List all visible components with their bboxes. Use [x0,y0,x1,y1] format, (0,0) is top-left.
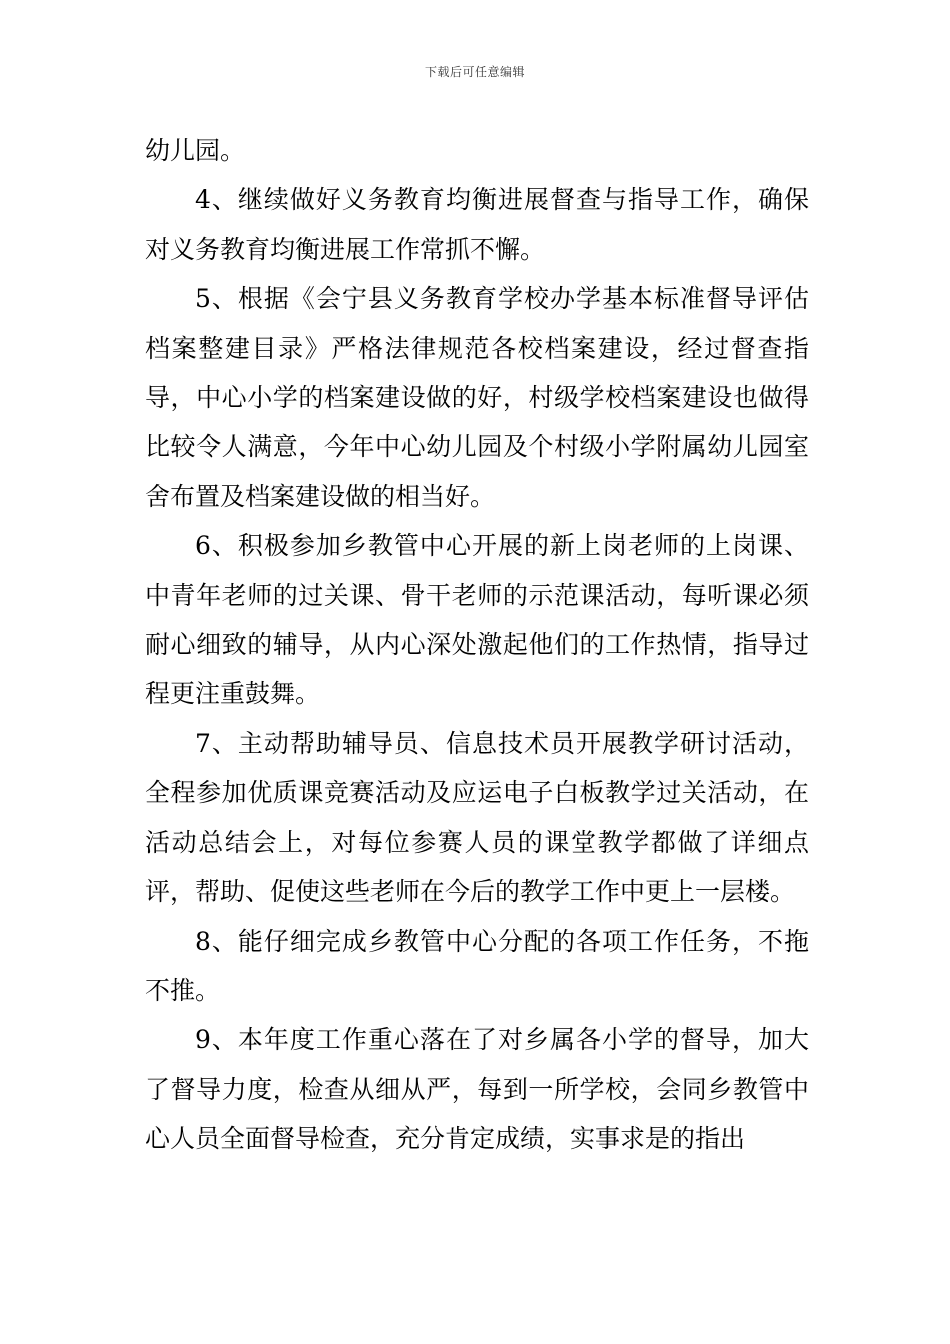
paragraph-1: 幼儿园。 [145,136,246,165]
document-body [145,126,809,1164]
paragraph-7: 9、本年度工作重心落在了对乡属各小学的督导，加大了督导力度，检查从细从严，每到一所学校，会同乡教管中心人员全面督导检查，充分肯定成绩，实事求是的指出 [145,1025,809,1154]
paragraph-2: 4、继续做好义务教育均衡进展督查与指导工作，确保对义务教育均衡进展工作常抓不懈。 [145,185,809,264]
paragraph-4: 6、积极参加乡教管中心开展的新上岗老师的上岗课、中青年老师的过关课、骨干老师的示范课活动，每听课必须耐心细致的辅导，从内心深处激起他们的工作热情，指导过程更注重鼓舞。 [145,531,809,709]
paragraph-5: 7、主动帮助辅导员、信息技术员开展教学研讨活动，全程参加优质课竞赛活动及应运电子白板教学过关活动，在活动总结会上，对每位参赛人员的课堂教学都做了详细点评，帮助、促使这些老师在今后的教学工作中更上一层楼。 [145,728,809,907]
page-header: 下载后可任意编辑 [424,65,525,79]
paragraph-6: 8、能仔细完成乡教管中心分配的各项工作任务，不拖不推。 [145,926,809,1005]
paragraph-3: 5、根据《会宁县义务教育学校办学基本标准督导评估档案整建目录》严格法律规范各校档案建设，经过督查指导，中心小学的档案建设做的好，村级学校档案建设也做得比较令人满意，今年中心幼儿园及个村级小学附属幼儿园室舍布置及档案建设做的相当好。 [145,284,809,511]
